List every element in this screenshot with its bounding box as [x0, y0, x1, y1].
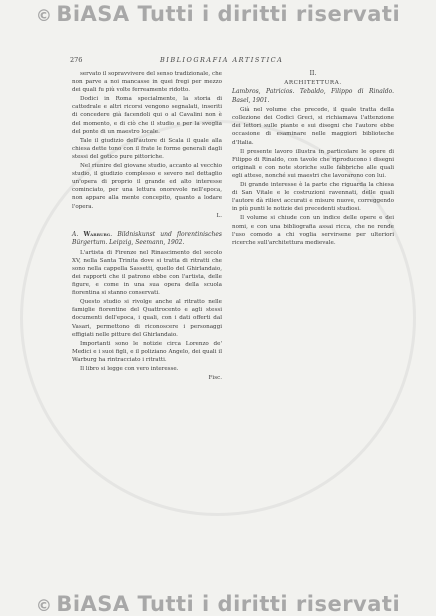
section-number: II. [309, 70, 317, 77]
entry-author: Warburg [83, 230, 111, 238]
running-title: BIBLIOGRAFIA ARTISTICA [160, 56, 284, 64]
biasa-logo-icon: © [35, 596, 53, 615]
left-column [72, 70, 222, 383]
page-number: 276 [70, 56, 83, 64]
watermark-top-text: BiASA Tutti i diritti riservati [56, 2, 401, 26]
paragraph: Dodici in Roma specialmente, la storia di cattedrale e altri ricorsi vengono segnalati, inseriti di concedere già facendoli qui o al Cavalini non è del momento, e di ciò che il studio e per la sveglia del ponte di un maestro locale. [72, 96, 222, 135]
biasa-logo-icon: © [35, 6, 53, 25]
entry-heading: A. Warburg. Bildniskunst und florentinisches Bürgertum. Leipzig, Seemann, 1902. [72, 230, 222, 247]
signoff: L. [216, 212, 222, 219]
paragraph: Il libro si legge con vero interesse. [80, 366, 179, 372]
section-title: ARCHITETTURA. [284, 80, 342, 87]
paragraph: Il presente lavoro illustra in particolare le opere di Filippo di Rinaldo, con tavole che riproducono i disegni originali e con note storiche sulle fabbriche alle quali egli attese, nonché sui maestri che lavorarono con lui. [232, 148, 394, 179]
paragraph: Il volume si chiude con un indice delle opere e dei nomi, e con una bibliografia assai ricca, che ne rende l'uso comodo a chi voglia servirsene per ulteriori ricerche sull'architettura medievale. [232, 215, 394, 246]
paragraph: Di grande interesse è la parte che riguarda la chiesa di San Vitale e le costruzioni ravennati, delle quali l'autore dà rilievi accurati e misure nuove, correggendo in più punti le notizie dei precedenti studiosi. [232, 182, 394, 213]
paragraph: servato il sopravvivere del senso tradizionale, che non parve a noi mancasse in quei fregi per mezzo dei quali fu più volte ferreamente ridotto. [72, 71, 222, 94]
entry-title: Bildniskunst und florentinisches Bürgertum. Leipzig, Seemann, 1902. [72, 230, 222, 247]
watermark-bottom-text: BiASA Tutti i diritti riservati [56, 592, 401, 616]
paragraph: Tale il giudizio dell'autore di Scala il quale alla chiesa dette tono con il frate le forme generali dagli stessi del gotico pure pittoriche. [72, 137, 222, 160]
paragraph: Questo studio si rivolge anche al ritratto nelle famiglie fiorentine del Quattrocento e agli stessi documenti dell'epoca, i quali, con i dati offerti dal Vasari, permettono di riconoscere i personaggi effigiati nelle pitture del Ghirlandaio. [72, 299, 222, 338]
watermark-bottom [0, 592, 436, 616]
right-column [232, 70, 394, 248]
entry-heading: Lambros, Patricios. Tebaldo, Filippo di Rinaldo. Basel, 1901. [232, 88, 394, 104]
paragraph: Già nel volume che precede, il quale tratta della collezione dei Codici Greci, si richiamava l'attenzione dei lettori sulle piante e sui disegni che l'autore ebbe occasione di esaminare nelle maggiori biblioteche d'Italia. [232, 107, 394, 146]
watermark-top [0, 2, 436, 26]
paragraph: L'artista di Firenze nel Rinascimento del secolo XV, nella Santa Trinita dove si tratta di ritratti che sono nella cappella Sassetti, quello del Ghirlandaio, dei rapporti che il patrono ebbe con l'artista, delle figure, e come in una sua opera della scuola fiorentina si stanno conservati. [72, 249, 222, 297]
paragraph: Importanti sono le notizie circa Lorenzo de' Medici e i suoi figli, e il poliziano Angelo, dei quali il Warburg ha rintracciato i ritratti. [72, 340, 222, 363]
entry-number: A. [72, 230, 79, 238]
paragraph: Nel riunire del giovane studio, accanto al vecchio studio, il giudizio complesso e severo nel dettaglio un'opera di proprio il grande ed alto interesse cominciato, per una lettura onorevole nell'epoca, non appare alla mente concepito, quanto a lodare l'opera. [72, 163, 222, 210]
signoff: Fisc. [208, 375, 222, 382]
